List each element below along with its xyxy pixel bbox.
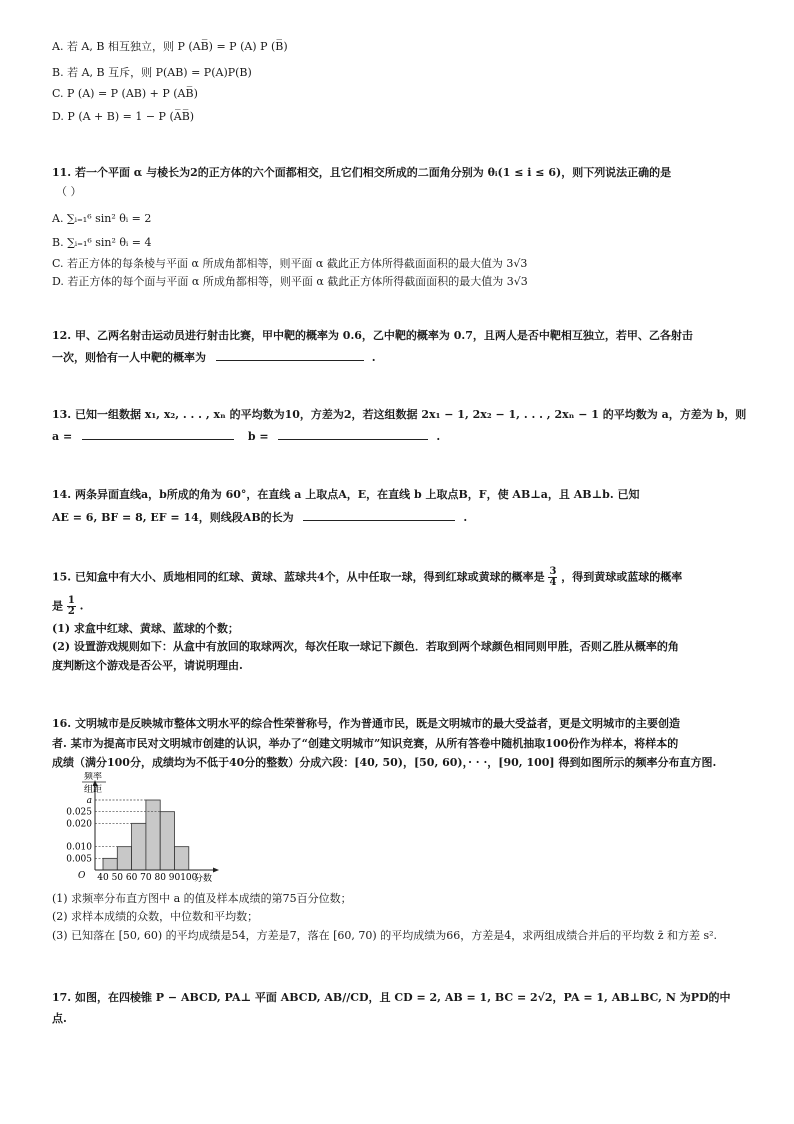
histogram-bar-40-50 — [103, 858, 117, 870]
y-label-denominator: 组距 — [84, 785, 103, 795]
histogram-bar-80-90 — [160, 812, 174, 870]
q14-period: . — [463, 511, 468, 524]
q13-a-blank[interactable] — [82, 428, 234, 440]
q15-line-1 — [52, 567, 682, 588]
q14-answer-blank[interactable] — [303, 509, 455, 521]
y-tick-labels — [66, 796, 92, 864]
q12-text: 一次，则恰有一人中靶的概率为 — [52, 351, 206, 364]
q11-option-c: C. 若正方体的每条棱与平面 α 所成角都相等，则平面 α 截此正方体所得截面面积的最大值为 3√3 — [52, 257, 528, 270]
x-tick-label: 70 — [140, 873, 152, 882]
q11-option-d: D. 若正方体的每个面与平面 α 所成角都相等，则平面 α 截此正方体所得截面面积的最大值为 3√3 — [52, 275, 528, 288]
q15-text-post-2: . — [79, 599, 84, 613]
y-tick-label: 0.010 — [66, 842, 92, 853]
q16-line-2: 者. 某市为提高市民对文明城市创建的认识，举办了“创建文明城市”知识竞赛，从所有答卷中随机抽取100份作为样本，将样本的 — [52, 737, 679, 750]
q17-line-2: 点. — [52, 1012, 67, 1025]
x-axis-arrow — [213, 868, 219, 873]
frequency-histogram — [50, 772, 230, 882]
fraction-numerator: 1 — [67, 595, 75, 606]
q13-b-blank[interactable] — [278, 428, 428, 440]
q13-b-label: b = — [247, 430, 269, 443]
x-axis-label: 分数 — [194, 874, 213, 882]
q16-sub-2: (2) 求样本成绩的众数，中位数和平均数； — [52, 910, 259, 923]
histogram-bar-50-60 — [117, 847, 131, 870]
q15-sub-2a: (2) 设置游戏规则如下：从盒中有放回的取球两次，每次任取一球记下颜色．若取到两个球颜色相同则甲胜，否则乙胜从概率的角 — [52, 640, 679, 653]
q13-period: . — [436, 430, 441, 443]
histogram-bar-70-80 — [146, 800, 160, 870]
x-tick-label: 40 — [97, 873, 109, 882]
fraction-numerator: 3 — [549, 566, 557, 577]
y-tick-label: 0.005 — [66, 854, 92, 865]
fraction-denominator: 2 — [67, 606, 75, 617]
q16-line-3: 成绩（满分100分，成绩均为不低于40分的整数）分成六段：[40, 50)，[50, 60)，· · ·，[90, 100] 得到如图所示的频率分布直方图. — [52, 756, 717, 769]
q12-line-2 — [52, 349, 376, 365]
q12-answer-blank[interactable] — [216, 349, 364, 361]
histogram-bars — [103, 800, 189, 870]
q10-option-d: D. P (A + B) = 1 − P (A̅B̅) — [52, 110, 195, 123]
q15-sub-2b: 度判断这个游戏是否公平，请说明理由. — [52, 659, 243, 672]
q16-sub-1: (1) 求频率分布直方图中 a 的值及样本成绩的第75百分位数； — [52, 892, 352, 905]
q15-text-pre-2: 是 — [52, 599, 63, 613]
q15-text-pre: 15. 已知盒中有大小、质地相同的红球、黄球、蓝球共4个，从中任取一球，得到红球或黄球的概率是 — [52, 570, 545, 584]
q12-line-1: 12. 甲、乙两名射击运动员进行射击比赛，甲中靶的概率为 0.6，乙中靶的概率为 0.7，且两人是否中靶相互独立，若甲、乙各射击 — [52, 329, 693, 342]
q11-option-b: B. ∑ᵢ₌₁⁶ sin² θᵢ = 4 — [52, 236, 152, 249]
x-tick-label: 100 — [180, 873, 198, 882]
q12-period: . — [371, 351, 376, 364]
y-tick-label: a — [86, 796, 92, 806]
q14-line-2 — [52, 509, 467, 525]
fraction-denominator: 4 — [549, 577, 557, 588]
q15-text-post: ，得到黄球或蓝球的概率 — [561, 570, 683, 584]
x-tick-label: 90 — [168, 873, 181, 882]
q16-sub-3: (3) 已知落在 [50, 60) 的平均成绩是54，方差是7，落在 [60, 70) 的平均成绩为66，方差是4，求两组成绩合并后的平均数 z̄ 和方差 s². — [52, 929, 718, 942]
y-tick-label: 0.025 — [66, 807, 92, 818]
q17-line-1: 17. 如图，在四棱锥 P − ABCD, PA⊥ 平面 ABCD, AB//CD，且 CD = 2, AB = 1, BC = 2√2，PA = 1, AB⊥BC, N 为PD的中 — [52, 991, 731, 1004]
x-tick-label: 50 — [111, 873, 124, 882]
q14-text: AE = 6, BF = 8, EF = 14，则线段AB的长为 — [52, 511, 294, 524]
histogram-bar-90-100 — [175, 847, 189, 870]
q11-option-a: A. ∑ᵢ₌₁⁶ sin² θᵢ = 2 — [52, 212, 152, 225]
x-tick-label: 60 — [125, 873, 138, 882]
q13-a-label: a = — [52, 430, 73, 443]
q10-option-b: B. 若 A, B 互斥，则 P(AB) = P(A)P(B) — [52, 66, 252, 79]
q13-line-2 — [52, 428, 440, 444]
q15-line-2 — [52, 596, 84, 617]
x-tick-labels — [97, 873, 197, 882]
x-tick-label: 80 — [154, 873, 166, 882]
q15-fraction-1-2 — [67, 596, 76, 617]
q15-sub-1: (1) 求盒中红球、黄球、蓝球的个数； — [52, 622, 239, 635]
q14-line-1: 14. 两条异面直线a，b所成的角为 60°，在直线 a 上取点A，E，在直线 b 上取点B，F，使 AB⊥a，且 AB⊥b. 已知 — [52, 488, 640, 501]
y-tick-label: 0.020 — [66, 819, 92, 830]
q10-option-c: C. P (A) = P (AB) + P (AB̅) — [52, 87, 198, 100]
q11-stem: 11. 若一个平面 α 与棱长为2的正方体的六个面都相交，且它们相交所成的二面角分别为 θᵢ(1 ≤ i ≤ 6)，则下列说法正确的是 — [52, 166, 672, 179]
histogram-bar-60-70 — [132, 823, 146, 870]
q10-option-a: A. 若 A, B 相互独立，则 P (AB̅) = P (A) P (B̅) — [52, 40, 288, 53]
q11-answer-paren: （ ） — [56, 185, 82, 198]
q13-line-1: 13. 已知一组数据 x₁, x₂, . . . , xₙ 的平均数为10，方差为2，若这组数据 2x₁ − 1, 2x₂ − 1, . . . , 2xₙ − 1 的平均数为 a，方差为 b，则 — [52, 408, 747, 421]
q15-fraction-3-4 — [548, 567, 557, 588]
y-label-numerator: 频率 — [84, 772, 103, 782]
origin-label: O — [78, 871, 86, 881]
q16-line-1: 16. 文明城市是反映城市整体文明水平的综合性荣誉称号，作为普通市民，既是文明城市的最大受益者，更是文明城市的主要创造 — [52, 717, 680, 730]
